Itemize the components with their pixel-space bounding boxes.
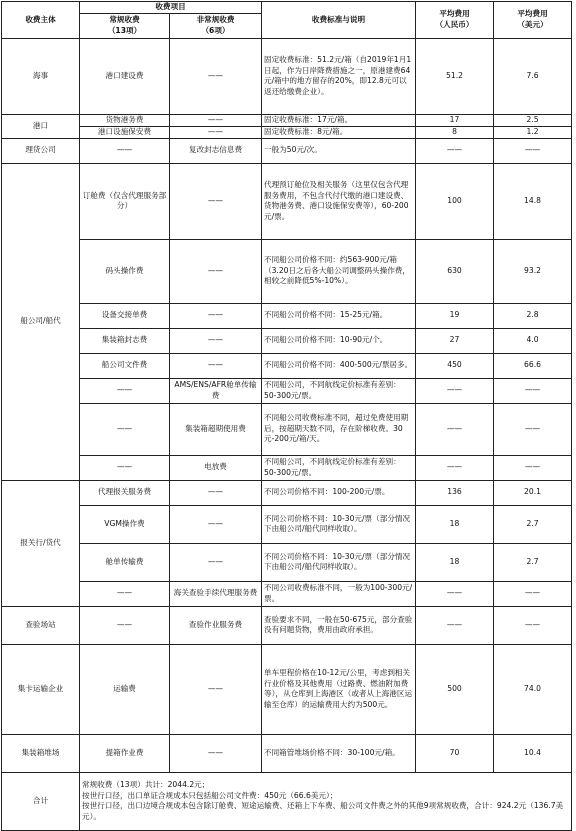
rmb-cell: ——: [416, 403, 494, 455]
usd-cell: 14.8: [494, 163, 572, 239]
table-row: [2, 505, 572, 543]
table-row: [2, 353, 572, 378]
regular-fee-cell: ——: [80, 138, 170, 163]
header-standard: 收费标准与说明: [262, 2, 416, 39]
rmb-cell: ——: [416, 138, 494, 163]
usd-cell: ——: [494, 378, 572, 403]
irregular-fee-cell: ——: [170, 644, 262, 734]
total-line-1: 常规收费（13项）共计：2044.2元；: [82, 780, 210, 789]
table-row: [2, 303, 572, 328]
description-cell: 不同船公司，不同航线定价标准有差别：50-300元/票。: [262, 455, 416, 480]
regular-fee-cell: 船公司文件费: [80, 353, 170, 378]
regular-fee-cell: VGM操作费: [80, 505, 170, 543]
rmb-cell: 630: [416, 239, 494, 303]
header-rmb: 平均费用 （人民币）: [416, 2, 494, 39]
payer-cell: 理货公司: [2, 138, 80, 163]
regular-fee-cell: ——: [80, 581, 170, 606]
table-row: [2, 378, 572, 403]
table-row: [2, 328, 572, 353]
usd-cell: 4.0: [494, 328, 572, 353]
regular-fee-cell: ——: [80, 403, 170, 455]
usd-cell: ——: [494, 606, 572, 644]
table-row: [2, 239, 572, 303]
description-cell: 代理预订舱位及相关服务（这里仅包含代理服务费用，不包含代付代缴的港口建设费、货物港务费、港口设施保安费等），60-200元/票。: [262, 163, 416, 239]
irregular-fee-cell: 海关查验手续代理服务费: [170, 581, 262, 606]
table-row: [2, 114, 572, 126]
usd-cell: 2.8: [494, 303, 572, 328]
usd-cell: 2.7: [494, 543, 572, 581]
description-cell: 不同箱管堆场价格不同：30-100元/箱。: [262, 734, 416, 772]
irregular-fee-cell: ——: [170, 163, 262, 239]
payer-cell: 集卡运输企业: [2, 644, 80, 734]
table-row: [2, 163, 572, 239]
usd-cell: 20.1: [494, 480, 572, 505]
table-row: [2, 644, 572, 734]
regular-fee-cell: 码头操作费: [80, 239, 170, 303]
description-cell: 不同公司收费标准不同，一般为100-300元/票。: [262, 581, 416, 606]
regular-fee-cell: ——: [80, 378, 170, 403]
regular-fee-cell: ——: [80, 606, 170, 644]
irregular-fee-cell: 电放费: [170, 455, 262, 480]
regular-fee-cell: 港口设施保安费: [80, 126, 170, 138]
regular-fee-cell: 代理报关服务费: [80, 480, 170, 505]
rmb-cell: 27: [416, 328, 494, 353]
description-cell: 不同船公司价格不同：约563-900元/箱（3.20日之后各大船公司调整码头操作费，相较之前降低5%-10%）。: [262, 239, 416, 303]
irregular-fee-cell: AMS/ENS/AFR舱单传输费: [170, 378, 262, 403]
rmb-cell: ——: [416, 455, 494, 480]
irregular-fee-cell: ——: [170, 543, 262, 581]
irregular-fee-cell: ——: [170, 734, 262, 772]
table-row: [2, 480, 572, 505]
usd-cell: ——: [494, 138, 572, 163]
table-row: [2, 581, 572, 606]
description-cell: 不同公司价格不同：100-200元/票。: [262, 480, 416, 505]
header-payer: 收费主体: [2, 2, 80, 39]
description-cell: 固定收费标准：51.2元/箱（自2019年1月1日起，作为日岸降费措施之一，原港建费64元/箱中的地方留存的20%，即12.8元可以返还给缴费企业）。: [262, 38, 416, 114]
description-cell: 不同船公司，不同航线定价标准有差别：50-300元/票。: [262, 378, 416, 403]
usd-cell: 66.6: [494, 353, 572, 378]
payer-cell: 查验场站: [2, 606, 80, 644]
regular-fee-cell: ——: [80, 455, 170, 480]
rmb-cell: ——: [416, 606, 494, 644]
table-row: [2, 455, 572, 480]
irregular-fee-cell: ——: [170, 303, 262, 328]
regular-fee-cell: 集装箱封志费: [80, 328, 170, 353]
rmb-cell: 18: [416, 505, 494, 543]
rmb-cell: 500: [416, 644, 494, 734]
table-row: [2, 543, 572, 581]
rmb-cell: 70: [416, 734, 494, 772]
description-cell: 固定收费标准：8元/箱。: [262, 126, 416, 138]
usd-cell: ——: [494, 455, 572, 480]
total-row: [2, 772, 572, 830]
table-row: [2, 734, 572, 772]
usd-cell: ——: [494, 581, 572, 606]
payer-cell: 集装箱堆场: [2, 734, 80, 772]
irregular-fee-cell: ——: [170, 505, 262, 543]
rmb-cell: 136: [416, 480, 494, 505]
payer-cell: 港口: [2, 114, 80, 138]
rmb-cell: 100: [416, 163, 494, 239]
description-cell: 不同船公司收费标准不同，超过免费使用期后，按超期天数不同，存在阶梯收费。30元-200元/箱/天。: [262, 403, 416, 455]
fee-table: [1, 1, 572, 831]
payer-cell: 船公司/船代: [2, 163, 80, 480]
rmb-cell: 8: [416, 126, 494, 138]
description-cell: 查验要求不同，一般在50-675元，部分查验没有问题货物，费用由政府承担。: [262, 606, 416, 644]
rmb-cell: 51.2: [416, 38, 494, 114]
total-line-2: 按世行口径，出口单证合规成本只包括船公司文件费：450元（66.6美元）；: [82, 790, 338, 800]
description-cell: 一般为50元/次。: [262, 138, 416, 163]
regular-fee-cell: 提箱作业费: [80, 734, 170, 772]
usd-cell: 93.2: [494, 239, 572, 303]
description-cell: 不同船公司价格不同：400-500元/票居多。: [262, 353, 416, 378]
rmb-cell: 450: [416, 353, 494, 378]
usd-cell: 2.5: [494, 114, 572, 126]
rmb-cell: ——: [416, 378, 494, 403]
regular-fee-cell: 运输费: [80, 644, 170, 734]
header-regular: 常规收费 （13项）: [80, 13, 170, 38]
total-line-3: 按世行口径，出口边境合规成本包含除订舱费、短途运输费、还箱上下车费、船公司文件费之外的其他9项常规收费，合计：924.2元（136.7美元）。: [82, 801, 564, 821]
description-cell: 不同公司价格不同：10-30元/票（部分情况下由船公司/船代同样收取）。: [262, 505, 416, 543]
rmb-cell: ——: [416, 581, 494, 606]
table-row: [2, 126, 572, 138]
payer-cell: 报关行/货代: [2, 480, 80, 606]
rmb-cell: 18: [416, 543, 494, 581]
usd-cell: 10.4: [494, 734, 572, 772]
regular-fee-cell: 订舱费（仅含代理服务部分）: [80, 163, 170, 239]
irregular-fee-cell: ——: [170, 239, 262, 303]
regular-fee-cell: 货物港务费: [80, 114, 170, 126]
table-row: [2, 403, 572, 455]
usd-cell: ——: [494, 403, 572, 455]
table-row: [2, 606, 572, 644]
irregular-fee-cell: 查验作业服务费: [170, 606, 262, 644]
description-cell: 不同公司价格不同：10-30元/票（部分情况下由船公司/船代同样收取）。: [262, 543, 416, 581]
description-cell: 不同船公司价格不同：15-25元/箱。: [262, 303, 416, 328]
regular-fee-cell: 舱单传输费: [80, 543, 170, 581]
irregular-fee-cell: ——: [170, 353, 262, 378]
header-usd: 平均费用 （美元）: [494, 2, 572, 39]
irregular-fee-cell: ——: [170, 126, 262, 138]
total-label: 合计: [2, 772, 80, 830]
usd-cell: 1.2: [494, 126, 572, 138]
description-cell: 固定收费标准：17元/箱。: [262, 114, 416, 126]
payer-cell: 海事: [2, 38, 80, 114]
irregular-fee-cell: 集装箱超期使用费: [170, 403, 262, 455]
total-summary: [80, 772, 572, 830]
irregular-fee-cell: ——: [170, 480, 262, 505]
header-irregular: 非常规收费 （6项）: [170, 13, 262, 38]
usd-cell: 2.7: [494, 505, 572, 543]
description-cell: 单车里程价格在10-12元/公里，考虑到相关行业价格及其他费用（过路费、燃油附加费等），从仓库到上海港区（或者从上海港区运输至仓库）的运输费用大约为500元。: [262, 644, 416, 734]
rmb-cell: 19: [416, 303, 494, 328]
description-cell: 不同船公司价格不同：10-90元/个。: [262, 328, 416, 353]
usd-cell: 7.6: [494, 38, 572, 114]
irregular-fee-cell: ——: [170, 114, 262, 126]
table-row: [2, 138, 572, 163]
irregular-fee-cell: 复改封志信息费: [170, 138, 262, 163]
regular-fee-cell: 设备交接单费: [80, 303, 170, 328]
regular-fee-cell: 港口建设费: [80, 38, 170, 114]
irregular-fee-cell: ——: [170, 328, 262, 353]
rmb-cell: 17: [416, 114, 494, 126]
usd-cell: 74.0: [494, 644, 572, 734]
header-items: 收费项目: [80, 2, 262, 14]
table-row: [2, 38, 572, 114]
irregular-fee-cell: ——: [170, 38, 262, 114]
